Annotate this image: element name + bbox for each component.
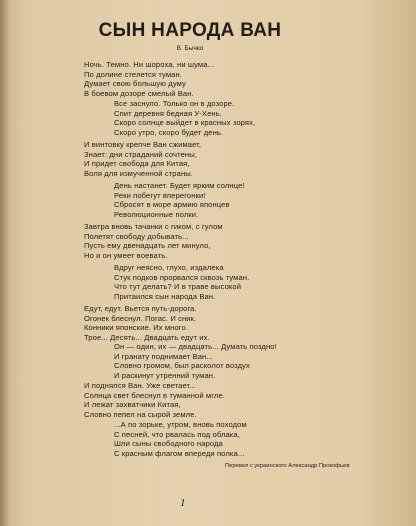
poem-line: С красным флагом впереди полка...	[114, 448, 245, 458]
stanza	[84, 60, 214, 98]
poem-line: Скоро солнце выйдет в красных зорях,	[114, 118, 256, 128]
poem-line: Огонек блеснул. Погас. И сник.	[84, 313, 197, 323]
poem-line: И винтовку крепче Ван сжимает,	[84, 140, 202, 149]
poem-line: Революционные полки.	[114, 209, 199, 219]
stanza	[114, 420, 247, 458]
poem-line: Он — один, их — двадцать... Думать поздно!	[114, 342, 277, 351]
poem-line: Знает: дни страданий сочтены,	[84, 149, 197, 159]
poem-line: Скоро утро, скоро будет день.	[114, 127, 224, 137]
poem-line: Вдруг неясно, глухо, издалека	[114, 263, 224, 272]
poem-line: Словно пепел на сырой земле.	[84, 409, 197, 419]
poem-line: И раскинут утренний туман.	[114, 370, 216, 380]
page-number: 1	[180, 497, 186, 509]
poem-line: Шли сыны свободного народа	[114, 439, 223, 449]
stanza	[84, 304, 210, 342]
stanza	[84, 381, 225, 419]
poem-line: Сбросят в море армию японцев	[114, 200, 230, 210]
poem-line: И гранату поднимает Ван...	[114, 351, 213, 361]
poem-title: СЫН НАРОДА ВАН	[98, 20, 282, 41]
poem-line: И поднялся Ван. Уже светает...	[84, 381, 196, 390]
poem-line: Солнца свет блеснул в туманной мгле.	[84, 390, 225, 400]
stanza	[114, 342, 277, 380]
poem-line: Полетят свободу добывать...	[84, 231, 189, 241]
poem-line: Думает свою большую думу	[84, 79, 186, 89]
poem-line: Завтра вновь тачанки с гиком, с гулом	[84, 222, 223, 231]
poem-line: Словно громом, был расколот воздух	[114, 361, 250, 371]
poem-line: Едут, едут. Вьется путь-дорога.	[84, 304, 197, 313]
poem-line: И придет свобода для Китая,	[84, 159, 190, 169]
poem-line: Спит деревня бедная У-Хень.	[114, 108, 222, 118]
poem-line: Но и он умеет воевать.	[84, 250, 168, 260]
poem-line: День настанет. Будет ярким солнце!	[114, 181, 245, 190]
poem-line: И лежат захватчики Китая,	[84, 400, 181, 410]
poem-line: В боевом дозоре смелый Ван.	[84, 88, 194, 98]
poem-line: Реки побегут вперегонки!	[114, 190, 206, 200]
stanza	[84, 140, 201, 178]
poem-line: По долине стелется туман.	[84, 69, 182, 79]
poem-line: Воля для измученной страны.	[84, 168, 194, 178]
stanza	[84, 222, 223, 260]
poem-line: С песней, что рвалась под облака,	[114, 429, 240, 439]
stanza	[114, 263, 249, 301]
poem-line: ...А по зорьке, утром, вновь походом	[114, 420, 247, 429]
translation-note: Перевел с украинского Александр Прокофьев	[225, 463, 350, 469]
poem-line: Пусть ему двенадцать лет минуло,	[84, 241, 211, 251]
stanza	[114, 181, 245, 219]
poem-line: Ночь. Темно. Ни шороха, ни шума...	[84, 60, 215, 69]
stanza	[114, 99, 255, 137]
poem-line: Конники японские. Их много.	[84, 323, 189, 333]
poem-line: Трое... Десять... Двадцать едут их.	[84, 332, 210, 342]
poem-line: Что тут делать? И в траве высокой	[114, 282, 242, 292]
poem-author: В. Бычко	[176, 45, 204, 52]
poem-line: Притаился сын народа Ван.	[114, 291, 216, 301]
poem-line: Стук подков прорвался сквозь туман.	[114, 272, 250, 282]
poem-line: Все заснуло. Только он в дозоре.	[114, 99, 235, 108]
